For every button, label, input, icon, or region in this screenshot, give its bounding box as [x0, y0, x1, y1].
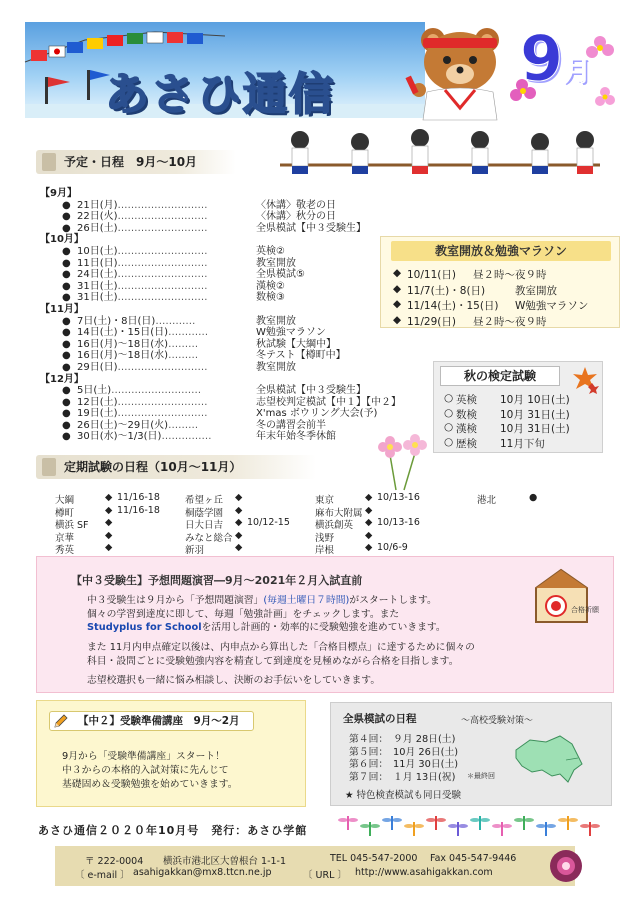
schedule-row [40, 385, 380, 397]
autumn-exam-title: 秋の検定試験 [440, 366, 560, 386]
bullet-icon: ● [62, 245, 71, 257]
exam-school: 浅野 [315, 532, 335, 544]
schedule-month-label: 【10月】 [40, 234, 84, 246]
schedule-event: 全県模試【中３受験生】 [256, 222, 366, 234]
exam-school: みなと総合 [185, 532, 233, 544]
month-unit: 月 [563, 54, 592, 87]
bullet-icon: ● [62, 396, 71, 408]
schedule-date [77, 431, 211, 443]
chu3-p2b: 科目・設問ごとに受験勉強内容を精査して到達度を見極めながら合格を目指します。 [87, 655, 459, 667]
schedule-event: 〈休講〉敬老の日 [256, 199, 336, 211]
schedule-date [77, 316, 195, 328]
circle-bullet-icon: ○ [444, 421, 454, 433]
bullet-icon: ● [62, 350, 71, 362]
diamond-bullet-icon: ◆ [365, 529, 373, 541]
schedule-event: 全県模試⑤ [256, 269, 305, 281]
footer-line-2 [75, 867, 555, 881]
open-room-row [393, 298, 613, 312]
schedule-date-text: 16日(月)～18日(水) [77, 350, 169, 362]
mock-row [349, 731, 519, 743]
schedule-heading-text: 予定・日程 9月～10月 [64, 155, 198, 169]
mock-footnote: ★ 特色検査模試も同日受験 [345, 790, 462, 801]
schedule-date-text: 11日(日) [77, 257, 118, 269]
mock-round: 第６回： [349, 759, 389, 770]
regular-exam-table [55, 492, 615, 556]
exam-name: 数検 [456, 408, 477, 421]
exam-school: 京華 [55, 532, 75, 544]
schedule-row [40, 350, 380, 362]
regular-exam-heading [36, 455, 316, 479]
diamond-bullet-icon: ◆ [393, 267, 402, 279]
autumn-leaves-icon [570, 365, 600, 395]
schedule-row [40, 327, 380, 339]
diamond-bullet-icon: ◆ [365, 517, 373, 528]
schedule-row [40, 269, 380, 281]
schedule-row [40, 431, 380, 443]
schedule-event: 教室開放 [256, 361, 296, 373]
dragonfly-icon [448, 822, 468, 836]
schedule-date [77, 292, 208, 304]
chu3-p1c: がスタートします。 [349, 595, 437, 606]
schedule-date-text: 14日(土)・15日(日) [77, 327, 169, 339]
schedule-date-text: 31日(土) [77, 280, 118, 292]
dragonfly-icon [360, 822, 380, 836]
diamond-bullet-icon: ● [529, 492, 538, 503]
exam-name: 英検 [456, 394, 477, 406]
email-link[interactable]: asahigakkan@mx8.ttcn.ne.jp [133, 867, 272, 878]
schedule-date [77, 211, 208, 223]
schedule-month-label: 【12月】 [40, 373, 84, 385]
leader-dots: ……… [168, 350, 199, 362]
open-room-date: 10/11(日) [407, 269, 456, 281]
month-badge [520, 22, 592, 95]
dragonfly-icon [426, 816, 446, 830]
circle-bullet-icon: ○ [444, 392, 454, 404]
mock-row [349, 744, 519, 756]
pink-flowers-illustration [370, 425, 430, 490]
schedule-date [77, 223, 208, 235]
chu3-p1b: (毎週土曜日７時間) [263, 595, 350, 606]
circle-bullet-icon: ○ [444, 435, 454, 448]
schedule-event: 志望校判定模試【中１】【中２】 [256, 396, 401, 408]
open-room-row [393, 267, 613, 281]
schedule-month-label: 【9月】 [40, 188, 77, 199]
schedule-row [40, 211, 380, 223]
diamond-bullet-icon: ◆ [105, 529, 113, 541]
exam-name: 歴検 [456, 437, 477, 450]
mock-round: 第５回： [349, 746, 389, 758]
schedule-event: 英検② [256, 245, 285, 257]
exam-school: 希望ヶ丘 [185, 495, 224, 506]
schedule-date [77, 362, 208, 374]
issue-line: あさひ通信２０２０年10月号 発行：あさひ学館 [38, 824, 308, 837]
schedule-date [77, 420, 198, 432]
diamond-bullet-icon: ◆ [365, 492, 373, 503]
schedule-date-text: 7日(土)・8日(日) [77, 315, 156, 327]
schedule-event: W勉強マラソン [256, 327, 326, 339]
mock-date: 11月 30日(土) [393, 759, 459, 770]
url-label: 〔 URL 〕 [303, 870, 347, 881]
schedule-row [40, 246, 380, 258]
bullet-icon: ● [62, 280, 71, 292]
bullet-icon: ● [62, 269, 71, 281]
mock-round: 第４回： [349, 734, 389, 745]
dragonfly-icon [404, 822, 424, 836]
diamond-bullet-icon: ◆ [235, 542, 243, 553]
schedule-row [40, 408, 380, 420]
exam-period: 11/16-18 [117, 504, 160, 516]
schedule-event: 〈休講〉秋分の日 [256, 211, 336, 223]
leader-dots: ……………………… [117, 199, 208, 211]
exam-school: 港北 [477, 495, 497, 506]
flower-logo-icon [548, 848, 584, 884]
chu2-line-3: 基礎固め＆受験勉強を始めていきます。 [62, 779, 238, 790]
diamond-bullet-icon: ◆ [393, 313, 402, 326]
exam-period: 10/12-15 [247, 517, 290, 528]
exam-row [444, 407, 594, 421]
month-number: 9 [520, 22, 564, 95]
schedule-date-text: 19日(土) [77, 408, 118, 420]
postal-code: 〒 222-0004 [85, 856, 144, 867]
bullet-icon: ● [62, 199, 71, 211]
open-room-text: 昼２時～夜９時 [473, 269, 547, 281]
bullet-icon: ● [62, 327, 71, 339]
exam-school: 秀英 [55, 545, 75, 556]
schedule-date-text: 16日(月)～18日(水) [77, 338, 169, 350]
open-room-text: W勉強マラソン [515, 300, 589, 312]
schedule-date-text: 5日(土) [77, 385, 112, 397]
chu3-box [36, 556, 614, 693]
diamond-bullet-icon: ◆ [105, 517, 113, 528]
bullet-icon: ● [62, 431, 71, 443]
chu3-paragraph-2 [87, 641, 587, 668]
dragonfly-icon [580, 822, 600, 836]
schedule-date [77, 397, 208, 409]
leader-dots: …………… [161, 431, 212, 443]
diamond-bullet-icon: ◆ [105, 492, 113, 503]
leader-dots: ……………………… [117, 269, 208, 281]
exam-school: 大綱 [55, 495, 75, 506]
schedule-date [77, 281, 208, 293]
exam-school: 新羽 [185, 545, 205, 556]
diamond-bullet-icon: ◆ [235, 529, 243, 541]
circle-bullet-icon: ○ [444, 406, 454, 419]
chu2-line-1: 9月から「受験準備講座」スタート！ [62, 751, 225, 762]
dragonfly-icon [382, 816, 402, 830]
exam-school: 横浜 SF [55, 520, 89, 531]
diamond-bullet-icon: ◆ [365, 542, 373, 553]
diamond-bullet-icon: ◆ [235, 492, 243, 503]
mock-row [349, 769, 519, 781]
schedule-event: 秋試験【大綱中】 [256, 338, 336, 350]
leader-dots: ……………………… [111, 385, 202, 397]
fax: Fax 045-547-9446 [430, 853, 517, 864]
pencil-icon [53, 713, 69, 729]
schedule-row [40, 339, 380, 351]
bullet-icon: ● [62, 419, 71, 431]
chu3-p1e: Studyplus for School [87, 622, 202, 633]
telephone: TEL 045-547-2000 [330, 853, 418, 864]
schedule-list [40, 188, 401, 443]
schedule-heading [36, 150, 236, 174]
bear-mascot-illustration [405, 20, 515, 120]
mock-note: ＊最終回 [467, 771, 495, 780]
open-room-box [380, 236, 620, 328]
chu2-body [62, 750, 302, 792]
chu2-box [36, 700, 306, 807]
mock-round: 第７回： [349, 771, 389, 783]
ema-plaque-illustration [534, 568, 599, 624]
leader-dots: ……………………… [117, 408, 208, 420]
diamond-bullet-icon: ◆ [393, 282, 402, 295]
schedule-date-text: 26日(土)～29日(火) [77, 419, 169, 431]
newsletter-title: あさひ通信 [105, 69, 335, 120]
leader-dots: ……………………… [117, 222, 208, 234]
open-room-row [393, 283, 613, 297]
schedule-event: 数検③ [256, 292, 285, 304]
dragonfly-icon [536, 822, 556, 836]
chu3-paragraph-1 [87, 594, 587, 635]
chu3-p1a: 中３受験生は９月から「予想問題演習」 [87, 595, 264, 606]
schedule-row [40, 281, 380, 293]
leader-dots: ……………………… [117, 292, 208, 304]
diamond-bullet-icon: ◆ [365, 504, 373, 516]
leader-dots: ……… [168, 338, 199, 350]
schedule-event: 教室開放 [256, 315, 296, 327]
footer-line-1 [85, 853, 555, 866]
bullet-icon: ● [62, 338, 71, 350]
schedule-date [77, 408, 208, 420]
leader-dots: ……………………… [117, 396, 208, 408]
dragonflies-decoration [340, 812, 615, 840]
mock-date: 10月 26日(土) [393, 746, 459, 758]
exam-period: 11/16-18 [117, 492, 160, 503]
dragonfly-icon [470, 816, 490, 830]
leader-dots: ………… [155, 315, 196, 327]
chu3-p1f: を活用し計画的・効率的に受験勉強を進めていきます。 [201, 622, 446, 633]
open-room-date: 11/14(土)・15(日) [407, 300, 499, 312]
schedule-date-text: 30日(水)～1/3(日) [77, 431, 162, 443]
exam-date: 10月 10日(土) [500, 394, 570, 406]
mock-row [349, 756, 519, 768]
bullet-icon: ● [62, 315, 71, 327]
leader-dots: ……………………… [117, 361, 208, 373]
schedule-date-text: 12日(土) [77, 396, 118, 408]
exam-period: 10/13-16 [377, 517, 420, 528]
exam-school: 東京 [315, 495, 335, 506]
open-room-date: 11/7(土)・8(日) [407, 284, 486, 297]
schedule-date-text: 21日(月) [77, 199, 118, 211]
chu2-line-2: 中３からの本格的入試対策に先んじて [62, 765, 229, 776]
email-label: 〔 e-mail 〕 [75, 870, 130, 881]
website-link[interactable]: http://www.asahigakkan.com [355, 867, 493, 878]
bullet-icon: ● [62, 222, 71, 234]
bullet-icon: ● [62, 211, 71, 223]
chu3-title: 【中３受験生】予想問題演習―9月～2021年２月入試直前 [71, 574, 363, 587]
schedule-row [40, 258, 380, 270]
schedule-row [40, 316, 380, 328]
leader-dots: ……………………… [117, 257, 208, 269]
schedule-date-text: 10日(土) [77, 245, 118, 257]
schedule-row [40, 223, 380, 235]
open-room-text: 教室開放 [515, 284, 557, 297]
open-room-title: 教室開放＆勉強マラソン [391, 241, 611, 261]
exam-school: 岸根 [315, 545, 335, 556]
exam-period: 10/6-9 [377, 542, 408, 553]
exam-school: 麻布大附属 [315, 507, 363, 519]
exam-period: 10/13-16 [377, 492, 420, 503]
diamond-bullet-icon: ◆ [393, 298, 402, 310]
mock-subtitle: ～高校受験対策～ [461, 716, 534, 726]
dragonfly-icon [558, 816, 578, 830]
exam-date: 11月下旬 [500, 437, 545, 450]
schedule-row [40, 362, 380, 374]
ema-text: 合格祈願 [571, 606, 599, 614]
kanagawa-map-illustration [512, 730, 586, 788]
bullet-icon: ● [62, 292, 71, 304]
chu3-p2a: また 11月内申点確定以後は、内申点から算出した「合格目標点」に達するために個々の [87, 642, 475, 653]
exam-school: 樽町 [55, 507, 75, 519]
schedule-date-text: 26日(土) [77, 222, 118, 234]
schedule-event: 年末年始冬季休館 [256, 431, 336, 443]
schedule-date [77, 339, 198, 351]
address: 横浜市港北区大曽根台 1-1-1 [163, 856, 287, 867]
mock-title: 全県模試の日程 [343, 713, 417, 725]
diamond-bullet-icon: ◆ [235, 504, 243, 516]
schedule-month-label: 【11月】 [40, 303, 84, 315]
schedule-event: 冬テスト【樽町中】 [256, 350, 346, 362]
schedule-date-text: 31日(土) [77, 292, 118, 304]
exam-date: 10月 31日(土) [500, 408, 570, 421]
schedule-date [77, 350, 198, 362]
leader-dots: ……………………… [117, 245, 208, 257]
bullet-icon: ● [62, 385, 71, 397]
schedule-row [40, 420, 380, 432]
schedule-date [77, 385, 201, 397]
exam-row [444, 421, 594, 435]
diamond-bullet-icon: ◆ [105, 542, 113, 553]
schedule-event: 漢検② [256, 280, 285, 292]
chu3-paragraph-3: 志望校選択も一緒に悩み相談し、決断のお手伝いをしていきます。 [87, 675, 381, 686]
bullet-icon: ● [62, 361, 71, 373]
schedule-row [40, 200, 380, 212]
leader-dots: ……………………… [117, 211, 208, 223]
exam-school: 桐蔭学園 [185, 507, 224, 519]
schedule-row [40, 396, 401, 409]
open-room-text: 昼２時～夜９時 [473, 315, 547, 328]
schedule-date-text: 22日(火) [77, 211, 118, 223]
open-room-row [393, 314, 613, 328]
bullet-icon: ● [62, 408, 71, 420]
dragonfly-icon [514, 816, 534, 830]
schedule-event: X'mas ボウリング大会(予) [256, 408, 378, 420]
diamond-bullet-icon: ◆ [105, 504, 113, 516]
leader-dots: ……………………… [117, 280, 208, 292]
dragonfly-icon [492, 822, 512, 836]
header-banner [25, 22, 425, 118]
schedule-date [77, 258, 208, 270]
footer-contact [55, 846, 575, 886]
schedule-date [77, 246, 208, 258]
exam-date: 10月 31日(土) [500, 423, 570, 435]
exam-name: 漢検 [456, 423, 477, 435]
chu3-p1d: 個々の学習到達度に即して、毎週「勉強計画」をチェックします。また [87, 608, 400, 620]
open-room-date: 11/29(日) [407, 315, 456, 328]
schedule-date [77, 327, 208, 339]
mock-date: １月 13日(祝) [393, 771, 456, 783]
schedule-date-text: 29日(日) [77, 361, 118, 373]
leader-dots: ……… [168, 419, 199, 431]
tug-of-war-kids-illustration [260, 120, 610, 195]
dragonfly-icon [338, 816, 358, 830]
schedule-date [77, 200, 208, 212]
mock-date: ９月 28日(土) [393, 734, 456, 745]
exam-school: 日大日吉 [185, 520, 224, 531]
schedule-event: 冬の講習会前半 [256, 419, 326, 431]
schedule-row [40, 292, 380, 304]
diamond-bullet-icon: ◆ [235, 517, 243, 528]
leader-dots: ………… [168, 327, 209, 339]
exam-row [444, 436, 594, 450]
chu2-title: 【中２】受験準備講座 9月～2月 [49, 711, 254, 731]
exam-school: 横浜創英 [315, 520, 354, 531]
schedule-event: 教室開放 [256, 257, 296, 269]
regular-exam-heading-text: 定期試験の日程（10月～11月） [64, 460, 242, 474]
bullet-icon: ● [62, 257, 71, 269]
schedule-date [77, 269, 208, 281]
schedule-date-text: 24日(土) [77, 269, 118, 281]
schedule-event: 全県模試【中３受験生】 [256, 385, 366, 397]
